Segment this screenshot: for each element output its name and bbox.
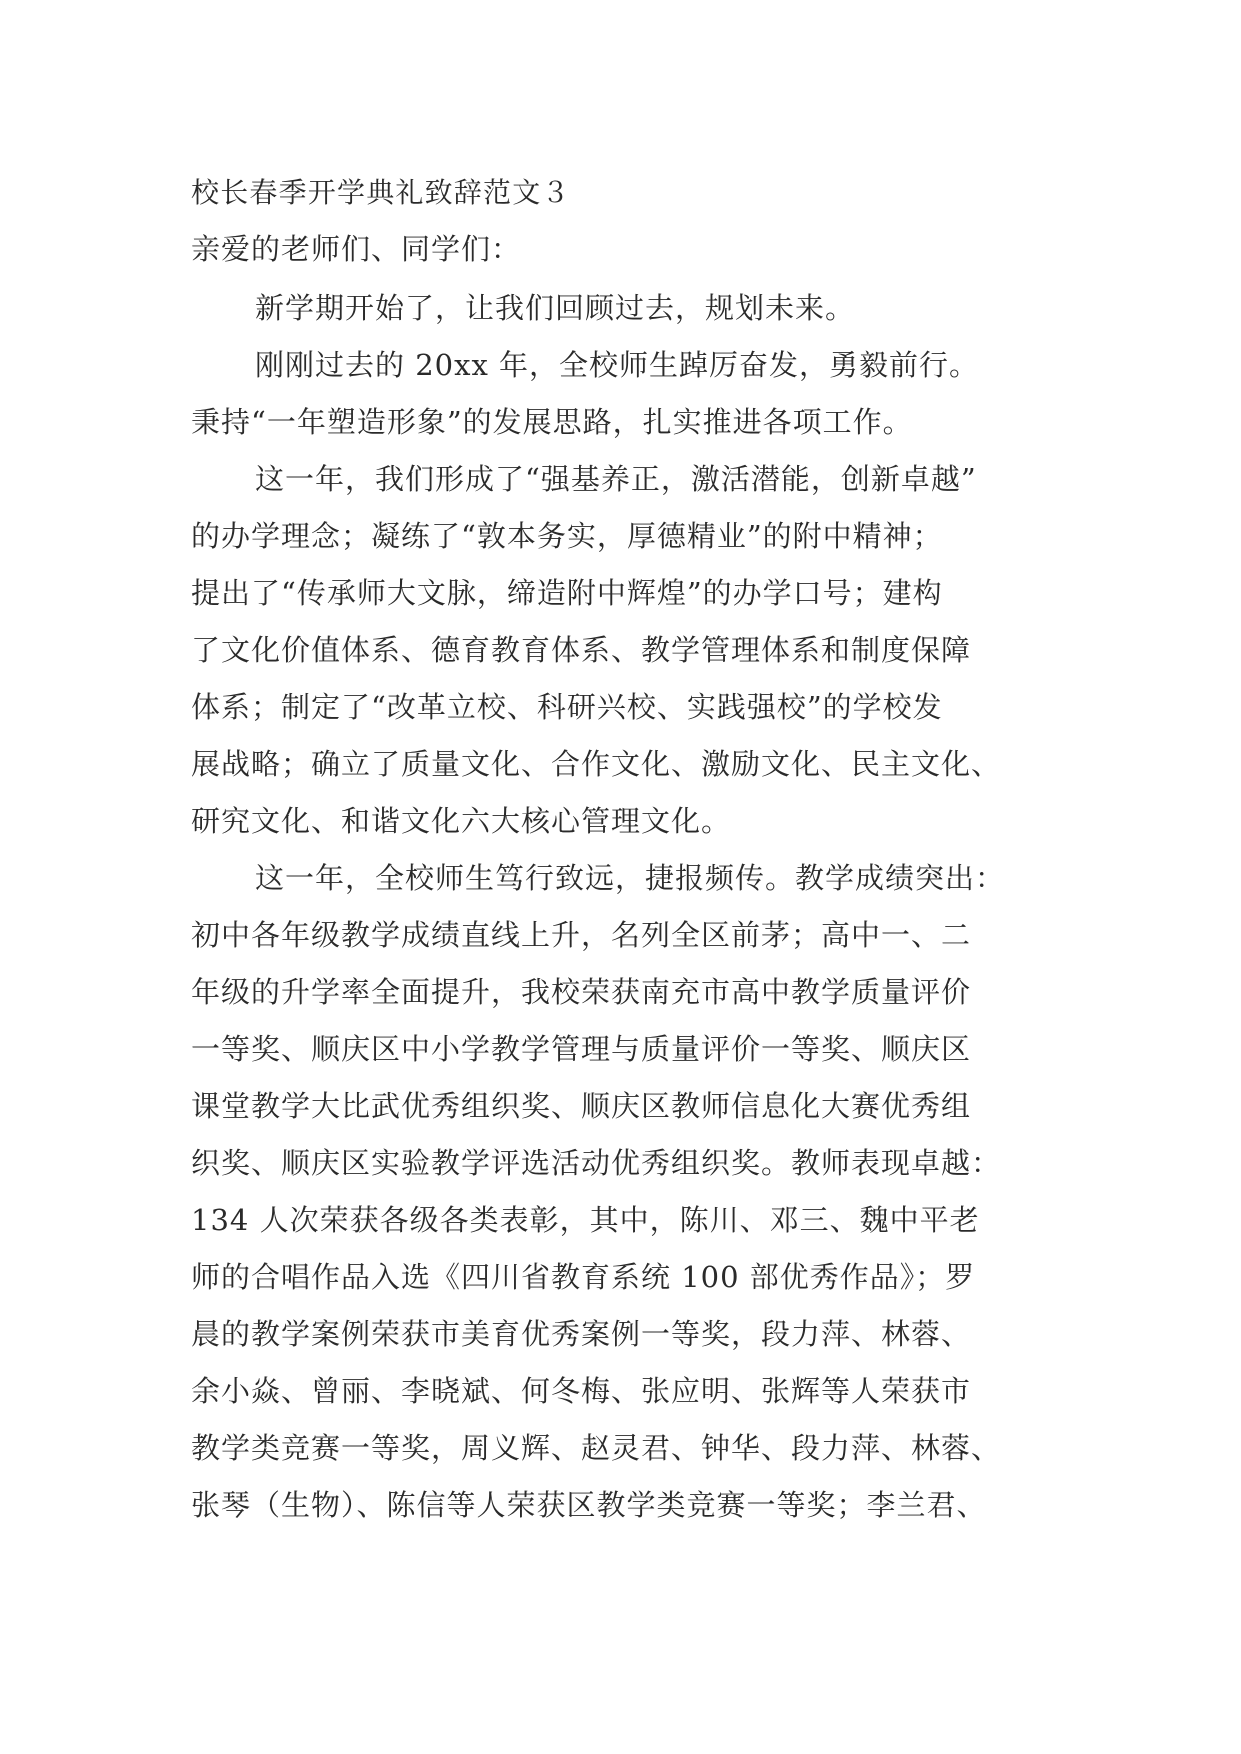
paragraph-line: 体系；制定了“改革立校、科研兴校、实践强校”的学校发 [191,690,943,724]
paragraph-line: 了文化价值体系、德育教育体系、教学管理体系和制度保障 [191,633,972,667]
paragraph-line: 这一年，我们形成了“强基养正，激活潜能，创新卓越” [255,462,977,496]
paragraph-line: 的办学理念；凝练了“敦本务实，厚德精业”的附中精神； [191,519,943,553]
paragraph-line: 一等奖、顺庆区中小学教学管理与质量评价一等奖、顺庆区 [191,1032,972,1066]
paragraph-line: 课堂教学大比武优秀组织奖、顺庆区教师信息化大赛优秀组 [191,1089,972,1123]
paragraph-line: 年级的升学率全面提升，我校荣获南充市高中教学质量评价 [191,975,972,1009]
paragraph-line: 新学期开始了，让我们回顾过去，规划未来。 [255,291,856,325]
paragraph-line: 刚刚过去的 20xx 年，全校师生踔厉奋发，勇毅前行。 [255,348,980,382]
document-body [191,164,1071,1534]
paragraph-line: 师的合唱作品入选《四川省教育系统 100 部优秀作品》；罗 [191,1260,976,1294]
paragraph-line: 提出了“传承师大文脉，缔造附中辉煌”的办学口号；建构 [191,576,943,610]
paragraph-line: 134 人次荣获各级各类表彰，其中，陈川、邓三、魏中平老 [191,1203,980,1237]
salutation: 亲爱的老师们、同学们： [191,232,522,266]
paragraph-line: 织奖、顺庆区实验教学评选活动优秀组织奖。教师表现卓越： [191,1146,1002,1180]
document-title: 校长春季开学典礼致辞范文３ [191,176,571,209]
paragraph [191,850,1071,1534]
paragraph [191,280,1071,337]
paragraph-line: 教学类竞赛一等奖，周义辉、赵灵君、钟华、段力萍、林蓉、 [191,1431,1002,1465]
paragraph [191,337,1071,451]
paragraph [191,451,1071,850]
paragraph-line: 晨的教学案例荣获市美育优秀案例一等奖，段力萍、林蓉、 [191,1317,972,1351]
paragraph-line: 展战略；确立了质量文化、合作文化、激励文化、民主文化、 [191,747,1002,781]
paragraph-line: 余小焱、曾丽、李晓斌、何冬梅、张应明、张辉等人荣获市 [191,1374,972,1408]
paragraph-line: 秉持“一年塑造形象”的发展思路，扎实推进各项工作。 [191,405,913,439]
paragraph-line: 张琴（生物）、陈信等人荣获区教学类竞赛一等奖；李兰君、 [191,1488,987,1522]
paragraph-line: 初中各年级教学成绩直线上升，名列全区前茅；高中一、二 [191,918,972,952]
paragraph-line: 这一年，全校师生笃行致远，捷报频传。教学成绩突出： [255,861,1006,895]
paragraph-line: 研究文化、和谐文化六大核心管理文化。 [191,804,732,838]
